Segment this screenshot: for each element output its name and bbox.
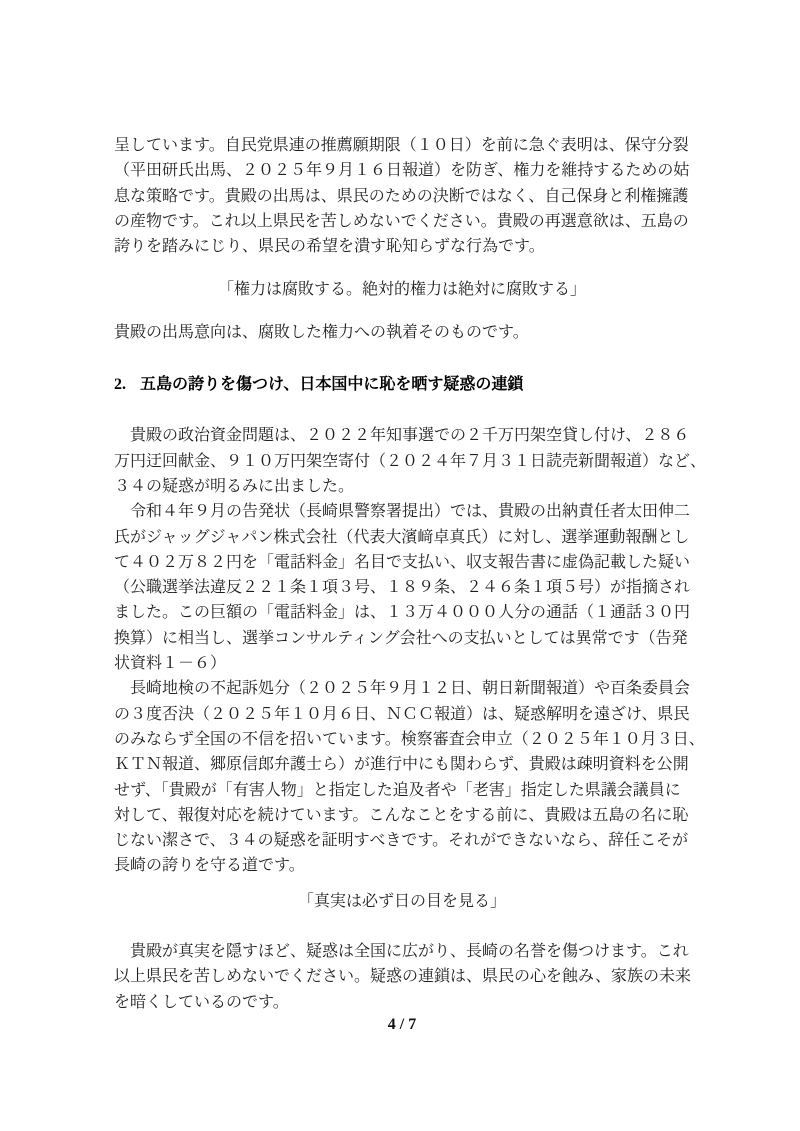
text-line: 換算）に相当し、選挙コンサルティング会社への支払いとしては異常です（告発 — [114, 629, 688, 647]
text-line: 状資料１－６） — [114, 655, 227, 673]
text-line: 誇りを踏みにじり、県民の希望を潰す恥知らずな行為です。 — [114, 238, 545, 256]
text-line: 貴殿の政治資金問題は、２０２２年知事選での２千万円架空貸し付け、２８６ — [114, 427, 690, 445]
text-line: せず、「貴殿が「有害人物」と指定した追及者や「老害」指定した県議会議員に — [114, 781, 681, 799]
paragraph — [114, 423, 707, 878]
text-line: 貴殿の出馬意向は、腐敗した権力への執着そのものです。 — [114, 323, 529, 341]
text-line: 万円迂回献金、９１０万円架空寄付（２０２４年７月３１日読売新聞報道）など、 — [114, 452, 707, 470]
text-line: 貴殿が真実を隠すほど、疑惑は全国に広がり、長崎の名誉を傷つけます。これ — [114, 943, 689, 961]
text-line: のみならず全国の不信を招いています。検察審査会申立（２０２５年１０月３日、 — [114, 730, 705, 748]
text-line: 令和４年９月の告発状（長崎県警察署提出）では、貴殿の出納責任者太田伸二 — [114, 503, 691, 521]
page-body — [114, 133, 707, 1037]
section-heading — [114, 372, 690, 397]
heading-number: 2. — [114, 376, 126, 394]
text-line: 以上県民を苦しめないでください。疑惑の連鎖は、県民の心を蝕み、家族の未来 — [114, 968, 691, 986]
paragraph — [114, 133, 690, 259]
document-blocks — [114, 133, 707, 1015]
text-line: 長崎の誇りを守る道です。 — [114, 857, 305, 875]
text-line: ３４の疑惑が明るみに出ました。 — [114, 477, 355, 495]
text-line: 氏がジャッグジャパン株式会社（代表大濱﨑卓真氏）に対し、選挙運動報酬とし — [114, 528, 690, 546]
text-line: 息な策略です。貴殿の出馬は、県民のための決断ではなく、自己保身と利権擁護 — [114, 187, 689, 205]
text-line: （公職選挙法違反２２１条１項３号、１８９条、２４６条１項５号）が指摘され — [114, 579, 691, 597]
text-line: 対して、報復対応を続けています。こんなことをする前に、貴殿は五島の名に恥 — [114, 806, 689, 824]
text-line: の産物です。これ以上県民を苦しめないでください。貴殿の再選意欲は、五島の — [114, 212, 689, 230]
paragraph — [114, 320, 690, 345]
text-line: の３度否決（２０２５年１０月６日、ＮＣＣ報道）は、疑惑解明を遠ざけ、県民 — [114, 705, 690, 723]
text-line: て４０２万８２円を「電話料金」名目で支払い、収支報告書に虚偽記載した疑い — [114, 553, 691, 571]
text-line: ＫＴＮ報道、郷原信郎弁護士ら）が進行中にも関わらず、貴殿は疎明資料を公開 — [114, 756, 689, 774]
centered-quote: 「権力は腐敗する。絶対的権力は絶対に腐敗する」 — [217, 281, 586, 299]
text-line: 呈しています。自民党県連の推薦願期限（１０日）を前に急ぐ表明は、保守分裂 — [114, 137, 689, 154]
centered-quote: 「真実は必ず日の目を見る」 — [297, 892, 506, 910]
text-line: ました。この巨額の「電話料金」は、１３万４０００人分の通話（１通話３０円 — [114, 604, 691, 622]
text-line: を暗くしているのです。 — [114, 993, 289, 1011]
text-line: （平田研氏出馬、２０２５年９月１６日報道）を防ぎ、権力を維持するための姑 — [114, 162, 690, 180]
heading-text: 五島の誇りを傷つけ、日本国中に恥を晒す疑惑の連鎖 — [140, 376, 524, 394]
page-number: 4 / 7 — [387, 1015, 417, 1033]
paragraph — [114, 939, 690, 1015]
text-line: 長崎地検の不起訴処分（２０２５年９月１２日、朝日新聞報道）や百条委員会 — [114, 680, 691, 698]
text-line: じない潔さで、３４の疑惑を証明すべきです。それができないなら、辞任こそが — [114, 832, 689, 850]
